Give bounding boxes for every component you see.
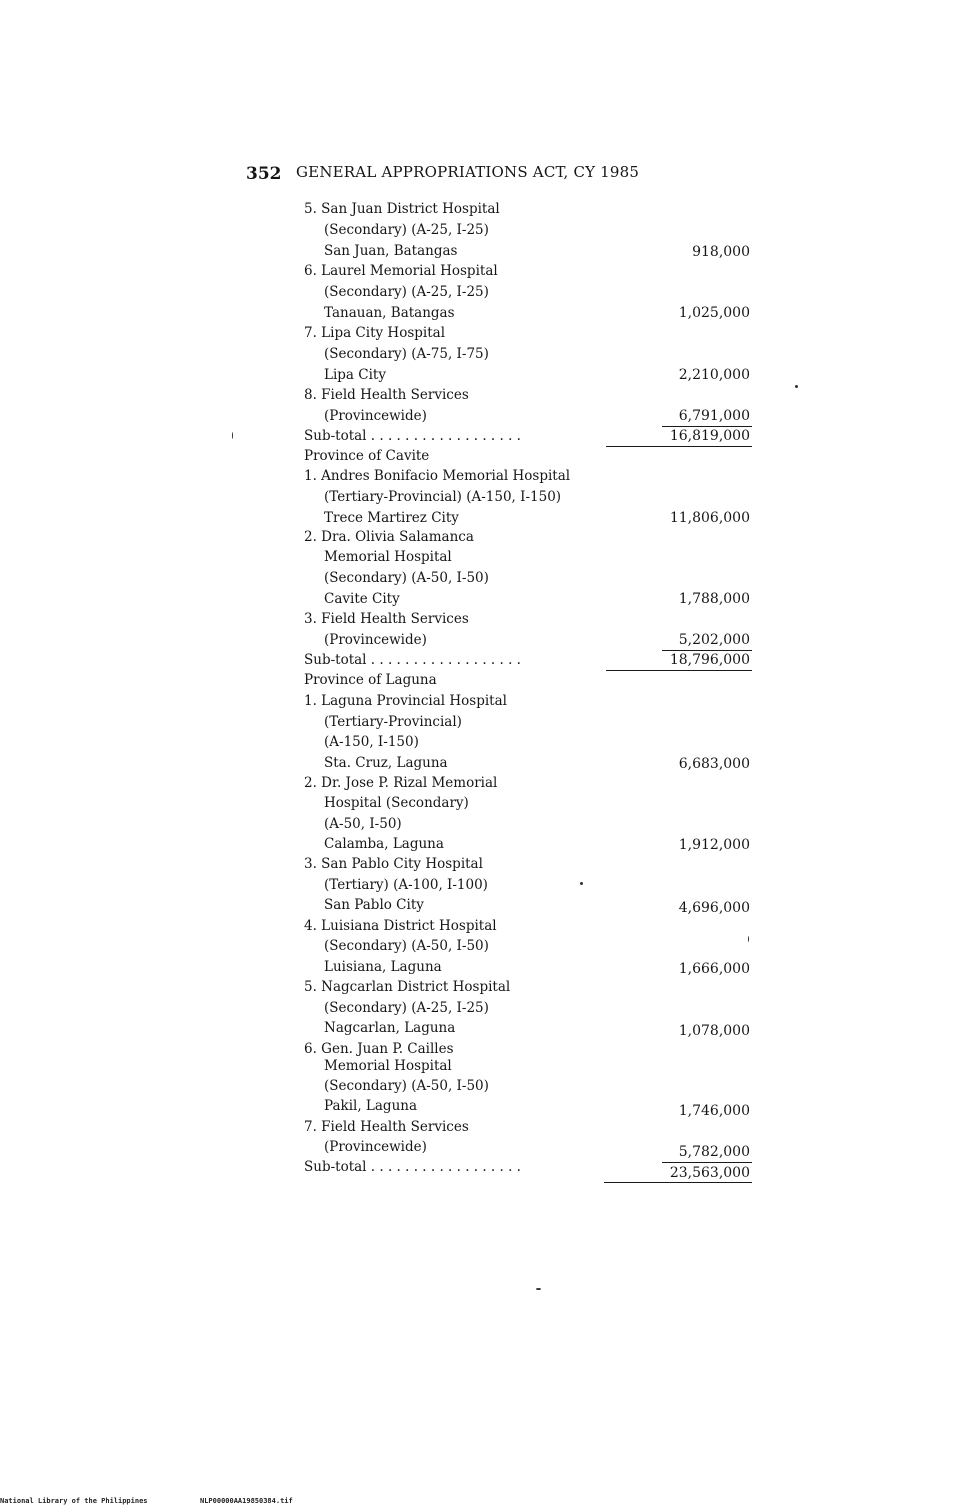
list-item: Memorial Hospital (324, 549, 452, 565)
amount: 5,782,000 (678, 1144, 750, 1160)
amount: 1,912,000 (678, 837, 750, 853)
list-item: 4. Luisiana District Hospital (304, 918, 497, 934)
page-number: 352 (246, 164, 282, 184)
subtotal-rule (606, 446, 752, 447)
list-item: Luisiana, Laguna (324, 959, 442, 975)
scan-speck (232, 432, 233, 439)
scan-speck (580, 882, 583, 885)
list-item: 1. Laguna Provincial Hospital (304, 693, 507, 709)
amount: 5,202,000 (678, 632, 750, 648)
list-item: Lipa City (324, 367, 386, 383)
scan-speck (795, 385, 798, 388)
list-item: Sta. Cruz, Laguna (324, 755, 448, 771)
footer-source: National Library of the Philippines (0, 1497, 148, 1505)
list-item: Memorial Hospital (324, 1058, 452, 1074)
list-item: 5. San Juan District Hospital (304, 201, 500, 217)
list-item: Calamba, Laguna (324, 836, 444, 852)
amount: 1,788,000 (678, 591, 750, 607)
amount: 918,000 (692, 244, 750, 260)
list-item: (Tertiary) (A-100, I-100) (324, 877, 488, 893)
scan-speck (536, 1288, 541, 1290)
list-item: (Tertiary-Provincial) (A-150, I-150) (324, 489, 562, 505)
section-heading: Province of Laguna (304, 672, 437, 688)
subtotal-rule (662, 426, 752, 427)
list-item: 2. Dr. Jose P. Rizal Memorial (304, 775, 498, 791)
scan-speck (748, 936, 749, 942)
list-item: San Pablo City (324, 897, 424, 913)
list-item: (Secondary) (A-25, I-25) (324, 1000, 489, 1016)
list-item: Nagcarlan, Laguna (324, 1020, 456, 1036)
list-item: 3. Field Health Services (304, 611, 469, 627)
list-item: (Secondary) (A-75, I-75) (324, 346, 489, 362)
list-item: 7. Lipa City Hospital (304, 325, 446, 341)
amount: 6,791,000 (678, 408, 750, 424)
list-item: 8. Field Health Services (304, 387, 469, 403)
amount: 2,210,000 (678, 367, 750, 383)
list-item: (Provincewide) (324, 408, 427, 424)
subtotal-amount: 16,819,000 (669, 428, 750, 444)
subtotal-amount: 23,563,000 (669, 1165, 750, 1181)
amount: 11,806,000 (669, 510, 750, 526)
list-item: (A-150, I-150) (324, 734, 419, 750)
subtotal-label: Sub-total . . . . . . . . . . . . . . . . . . (304, 1159, 521, 1175)
list-item: (Secondary) (A-50, I-50) (324, 1078, 489, 1094)
list-item: (A-50, I-50) (324, 816, 402, 832)
subtotal-rule (606, 670, 752, 671)
list-item: (Provincewide) (324, 1139, 427, 1155)
list-item: 5. Nagcarlan District Hospital (304, 979, 511, 995)
list-item: (Tertiary-Provincial) (324, 714, 462, 730)
subtotal-label: Sub-total . . . . . . . . . . . . . . . . . . (304, 428, 521, 444)
list-item: 1. Andres Bonifacio Memorial Hospital (304, 468, 571, 484)
list-item: Tanauan, Batangas (324, 305, 455, 321)
subtotal-label: Sub-total . . . . . . . . . . . . . . . . . . (304, 652, 521, 668)
list-item: (Secondary) (A-50, I-50) (324, 938, 489, 954)
section-heading: Province of Cavite (304, 448, 430, 464)
list-item: Trece Martirez City (324, 510, 459, 526)
list-item: (Secondary) (A-25, I-25) (324, 222, 489, 238)
footer-file: NLP00000AA19850384.tif (200, 1497, 293, 1505)
list-item: 7. Field Health Services (304, 1119, 469, 1135)
amount: 6,683,000 (678, 756, 750, 772)
list-item: 6. Gen. Juan P. Cailles (304, 1041, 454, 1057)
subtotal-rule (662, 1162, 752, 1163)
list-item: 2. Dra. Olivia Salamanca (304, 529, 474, 545)
list-item: (Secondary) (A-50, I-50) (324, 570, 489, 586)
amount: 1,666,000 (678, 961, 750, 977)
subtotal-amount: 18,796,000 (669, 652, 750, 668)
list-item: Hospital (Secondary) (324, 795, 469, 811)
amount: 1,078,000 (678, 1023, 750, 1039)
list-item: 6. Laurel Memorial Hospital (304, 263, 498, 279)
list-item: (Provincewide) (324, 632, 427, 648)
list-item: (Secondary) (A-25, I-25) (324, 284, 489, 300)
page-title: GENERAL APPROPRIATIONS ACT, CY 1985 (296, 163, 640, 181)
subtotal-rule (662, 650, 752, 651)
subtotal-rule (604, 1182, 752, 1183)
amount: 4,696,000 (678, 900, 750, 916)
list-item: Pakil, Laguna (324, 1098, 418, 1114)
amount: 1,746,000 (678, 1103, 750, 1119)
list-item: Cavite City (324, 591, 400, 607)
list-item: San Juan, Batangas (324, 243, 458, 259)
list-item: 3. San Pablo City Hospital (304, 856, 483, 872)
amount: 1,025,000 (678, 305, 750, 321)
